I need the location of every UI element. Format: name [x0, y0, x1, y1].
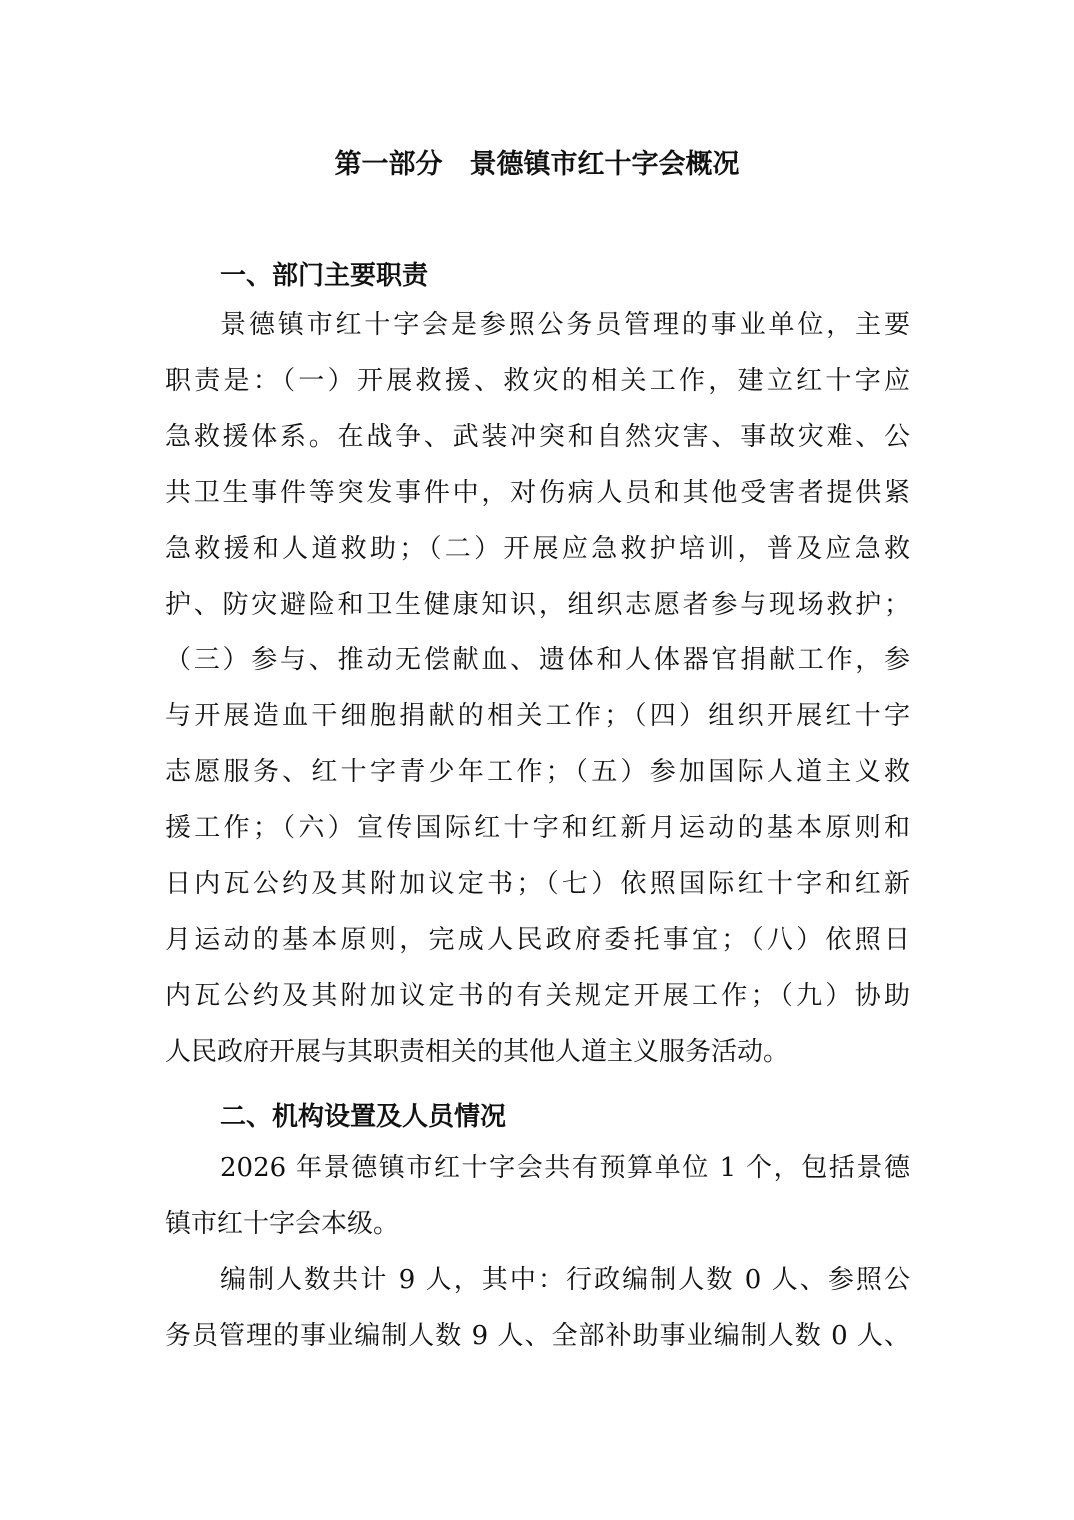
- paragraph-line: 2026 年景德镇市红十字会共有预算单位 1 个，包括景德: [220, 1153, 910, 1183]
- paragraph-line: 职责是：（一）开展救援、救灾的相关工作，建立红十字应: [165, 366, 910, 396]
- paragraph-line: 内瓦公约及其附加议定书的有关规定开展工作；（九）协助: [165, 981, 910, 1011]
- paragraph-line: 共卫生事件等突发事件中，对伤病人员和其他受害者提供紧: [165, 478, 910, 508]
- paragraph-line: 景德镇市红十字会是参照公务员管理的事业单位，主要: [220, 310, 910, 340]
- section-heading-organization: 二、机构设置及人员情况: [220, 1102, 507, 1132]
- paragraph-line: 务员管理的事业编制人数 9 人、全部补助事业编制人数 0 人、: [165, 1321, 910, 1351]
- page-title: 第一部分 景德镇市红十字会概况: [334, 149, 740, 180]
- paragraph-line: 编制人数共计 9 人，其中：行政编制人数 0 人、参照公: [220, 1265, 910, 1295]
- section-heading-duties: 一、部门主要职责: [220, 261, 429, 291]
- paragraph-line: 志愿服务、红十字青少年工作；（五）参加国际人道主义救: [165, 757, 910, 787]
- paragraph-line: （三）参与、推动无偿献血、遗体和人体器官捐献工作，参: [165, 645, 910, 675]
- paragraph-line: 护、防灾避险和卫生健康知识，组织志愿者参与现场救护；: [165, 590, 910, 620]
- paragraph-line: 与开展造血干细胞捐献的相关工作；（四）组织开展红十字: [165, 701, 910, 731]
- paragraph-line: 镇市红十字会本级。: [165, 1209, 400, 1239]
- paragraph-line: 急救援体系。在战争、武装冲突和自然灾害、事故灾难、公: [165, 422, 910, 452]
- paragraph-line: 急救援和人道救助；（二）开展应急救护培训，普及应急救: [165, 534, 910, 564]
- paragraph-line: 援工作；（六）宣传国际红十字和红新月运动的基本原则和: [165, 813, 910, 843]
- paragraph-line: 日内瓦公约及其附加议定书；（七）依照国际红十字和红新: [165, 869, 910, 899]
- paragraph-line: 人民政府开展与其职责相关的其他人道主义服务活动。: [165, 1037, 790, 1067]
- paragraph-line: 月运动的基本原则，完成人民政府委托事宜；（八）依照日: [165, 925, 910, 955]
